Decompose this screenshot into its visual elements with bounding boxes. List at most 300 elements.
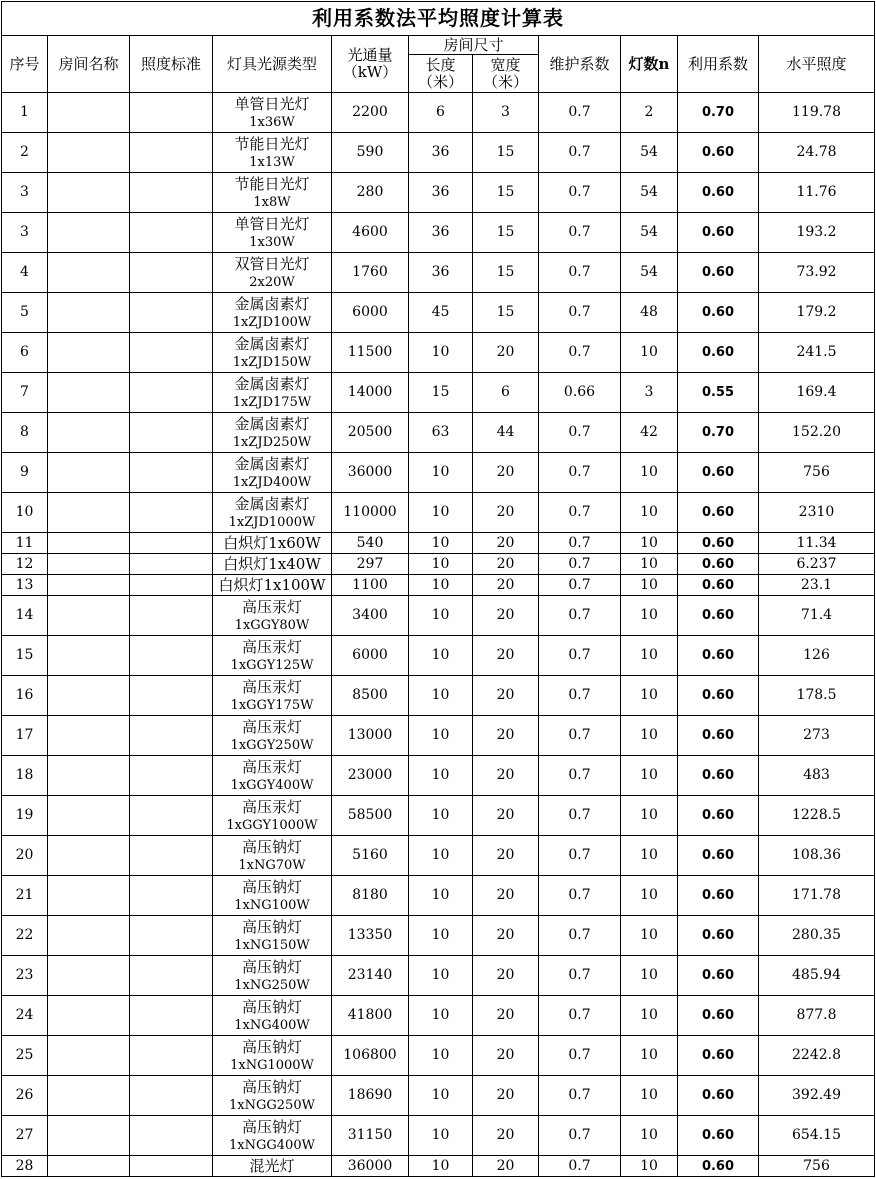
cell-flux[interactable]: 1760 (332, 253, 409, 293)
cell-maint[interactable]: 0.7 (539, 676, 621, 716)
cell-illum[interactable]: 756 (759, 1156, 875, 1177)
cell-util[interactable]: 0.60 (678, 876, 759, 916)
cell-lamp-type[interactable] (213, 253, 332, 293)
cell-width[interactable]: 20 (473, 575, 539, 596)
cell-illum[interactable]: 273 (759, 716, 875, 756)
cell-lamp-type[interactable] (213, 1156, 332, 1177)
cell-room-name[interactable] (48, 836, 130, 876)
cell-lamp-type[interactable] (213, 1036, 332, 1076)
sheet-title[interactable]: 利用系数法平均照度计算表 (2, 2, 875, 36)
cell-flux[interactable]: 41800 (332, 996, 409, 1036)
cell-seq[interactable]: 10 (2, 493, 48, 533)
cell-room-name[interactable] (48, 916, 130, 956)
cell-room-name[interactable] (48, 554, 130, 575)
cell-width[interactable]: 20 (473, 636, 539, 676)
cell-length[interactable]: 10 (409, 1036, 473, 1076)
cell-illum-std[interactable] (130, 413, 213, 453)
cell-count[interactable]: 10 (621, 796, 678, 836)
cell-count[interactable]: 10 (621, 716, 678, 756)
cell-lamp-type[interactable] (213, 173, 332, 213)
cell-lamp-type[interactable] (213, 1076, 332, 1116)
header-length[interactable] (409, 55, 473, 93)
cell-illum-std[interactable] (130, 876, 213, 916)
cell-util[interactable]: 0.60 (678, 293, 759, 333)
cell-seq[interactable]: 13 (2, 575, 48, 596)
cell-count[interactable]: 10 (621, 836, 678, 876)
cell-illum-std[interactable] (130, 756, 213, 796)
cell-room-name[interactable] (48, 956, 130, 996)
cell-illum-std[interactable] (130, 836, 213, 876)
cell-lamp-type[interactable] (213, 413, 332, 453)
cell-length[interactable]: 10 (409, 1076, 473, 1116)
cell-room-name[interactable] (48, 996, 130, 1036)
cell-lamp-type[interactable] (213, 836, 332, 876)
cell-room-name[interactable] (48, 1076, 130, 1116)
cell-length[interactable]: 10 (409, 796, 473, 836)
cell-flux[interactable]: 297 (332, 554, 409, 575)
cell-illum[interactable]: 23.1 (759, 575, 875, 596)
cell-util[interactable]: 0.60 (678, 756, 759, 796)
cell-room-name[interactable] (48, 93, 130, 133)
cell-illum[interactable]: 108.36 (759, 836, 875, 876)
cell-seq[interactable]: 5 (2, 293, 48, 333)
cell-illum-std[interactable] (130, 173, 213, 213)
cell-room-name[interactable] (48, 133, 130, 173)
cell-seq[interactable]: 6 (2, 333, 48, 373)
cell-width[interactable]: 20 (473, 333, 539, 373)
cell-room-name[interactable] (48, 533, 130, 554)
cell-flux[interactable]: 18690 (332, 1076, 409, 1116)
cell-maint[interactable]: 0.7 (539, 575, 621, 596)
cell-flux[interactable]: 13000 (332, 716, 409, 756)
cell-room-name[interactable] (48, 796, 130, 836)
cell-count[interactable]: 2 (621, 93, 678, 133)
cell-length[interactable]: 10 (409, 836, 473, 876)
cell-illum[interactable]: 483 (759, 756, 875, 796)
cell-lamp-type[interactable] (213, 596, 332, 636)
cell-lamp-type[interactable] (213, 333, 332, 373)
cell-width[interactable]: 20 (473, 596, 539, 636)
cell-length[interactable]: 63 (409, 413, 473, 453)
cell-lamp-type[interactable] (213, 213, 332, 253)
cell-illum[interactable]: 126 (759, 636, 875, 676)
cell-width[interactable]: 3 (473, 93, 539, 133)
cell-lamp-type[interactable] (213, 575, 332, 596)
cell-room-name[interactable] (48, 293, 130, 333)
cell-seq[interactable]: 3 (2, 173, 48, 213)
cell-width[interactable]: 15 (473, 133, 539, 173)
cell-width[interactable]: 20 (473, 1036, 539, 1076)
cell-util[interactable]: 0.60 (678, 1156, 759, 1177)
cell-maint[interactable]: 0.7 (539, 133, 621, 173)
cell-illum[interactable]: 73.92 (759, 253, 875, 293)
cell-seq[interactable]: 4 (2, 253, 48, 293)
cell-length[interactable]: 10 (409, 1116, 473, 1156)
cell-length[interactable]: 10 (409, 333, 473, 373)
header-lamp-type[interactable]: 灯具光源类型 (213, 36, 332, 93)
cell-length[interactable]: 10 (409, 716, 473, 756)
cell-flux[interactable]: 36000 (332, 1156, 409, 1177)
cell-flux[interactable]: 4600 (332, 213, 409, 253)
cell-count[interactable]: 10 (621, 1076, 678, 1116)
cell-flux[interactable]: 36000 (332, 453, 409, 493)
cell-illum[interactable]: 193.2 (759, 213, 875, 253)
cell-seq[interactable]: 3 (2, 213, 48, 253)
cell-illum[interactable]: 24.78 (759, 133, 875, 173)
cell-maint[interactable]: 0.7 (539, 93, 621, 133)
cell-length[interactable]: 10 (409, 575, 473, 596)
cell-room-name[interactable] (48, 1036, 130, 1076)
header-room-size[interactable]: 房间尺寸 (409, 36, 539, 55)
cell-flux[interactable]: 540 (332, 533, 409, 554)
cell-seq[interactable]: 26 (2, 1076, 48, 1116)
cell-seq[interactable]: 7 (2, 373, 48, 413)
cell-width[interactable]: 20 (473, 956, 539, 996)
cell-count[interactable]: 10 (621, 1156, 678, 1177)
cell-illum[interactable]: 241.5 (759, 333, 875, 373)
cell-room-name[interactable] (48, 1156, 130, 1177)
cell-flux[interactable]: 13350 (332, 916, 409, 956)
cell-lamp-type[interactable] (213, 876, 332, 916)
header-illum[interactable]: 水平照度 (759, 36, 875, 93)
cell-flux[interactable]: 20500 (332, 413, 409, 453)
cell-count[interactable]: 10 (621, 1036, 678, 1076)
header-util[interactable]: 利用系数 (678, 36, 759, 93)
cell-width[interactable]: 20 (473, 676, 539, 716)
cell-util[interactable]: 0.60 (678, 333, 759, 373)
cell-illum[interactable]: 2242.8 (759, 1036, 875, 1076)
cell-illum[interactable]: 280.35 (759, 916, 875, 956)
cell-room-name[interactable] (48, 253, 130, 293)
cell-count[interactable]: 54 (621, 213, 678, 253)
cell-illum-std[interactable] (130, 493, 213, 533)
cell-width[interactable]: 20 (473, 1076, 539, 1116)
cell-seq[interactable]: 9 (2, 453, 48, 493)
cell-width[interactable]: 6 (473, 373, 539, 413)
cell-seq[interactable]: 24 (2, 996, 48, 1036)
cell-flux[interactable]: 14000 (332, 373, 409, 413)
cell-length[interactable]: 10 (409, 876, 473, 916)
cell-count[interactable]: 10 (621, 956, 678, 996)
cell-flux[interactable]: 11500 (332, 333, 409, 373)
cell-length[interactable]: 10 (409, 596, 473, 636)
cell-maint[interactable]: 0.7 (539, 293, 621, 333)
cell-flux[interactable]: 6000 (332, 293, 409, 333)
cell-width[interactable]: 44 (473, 413, 539, 453)
cell-count[interactable]: 3 (621, 373, 678, 413)
cell-flux[interactable]: 5160 (332, 836, 409, 876)
cell-maint[interactable]: 0.7 (539, 716, 621, 756)
cell-seq[interactable]: 21 (2, 876, 48, 916)
cell-width[interactable]: 20 (473, 453, 539, 493)
cell-lamp-type[interactable] (213, 716, 332, 756)
cell-maint[interactable]: 0.7 (539, 636, 621, 676)
cell-lamp-type[interactable] (213, 133, 332, 173)
cell-util[interactable]: 0.70 (678, 413, 759, 453)
cell-room-name[interactable] (48, 676, 130, 716)
cell-illum-std[interactable] (130, 133, 213, 173)
cell-illum[interactable]: 178.5 (759, 676, 875, 716)
cell-util[interactable]: 0.60 (678, 213, 759, 253)
header-count[interactable]: 灯数n (621, 36, 678, 93)
header-seq[interactable]: 序号 (2, 36, 48, 93)
cell-room-name[interactable] (48, 213, 130, 253)
cell-width[interactable]: 20 (473, 554, 539, 575)
cell-count[interactable]: 54 (621, 133, 678, 173)
cell-maint[interactable]: 0.7 (539, 796, 621, 836)
cell-width[interactable]: 15 (473, 173, 539, 213)
cell-maint[interactable]: 0.7 (539, 1036, 621, 1076)
cell-util[interactable]: 0.60 (678, 676, 759, 716)
cell-illum[interactable]: 11.34 (759, 533, 875, 554)
cell-room-name[interactable] (48, 636, 130, 676)
cell-maint[interactable]: 0.7 (539, 916, 621, 956)
cell-length[interactable]: 36 (409, 213, 473, 253)
cell-illum-std[interactable] (130, 636, 213, 676)
cell-util[interactable]: 0.60 (678, 575, 759, 596)
cell-room-name[interactable] (48, 173, 130, 213)
cell-length[interactable]: 6 (409, 93, 473, 133)
cell-flux[interactable]: 8180 (332, 876, 409, 916)
cell-illum[interactable]: 6.237 (759, 554, 875, 575)
cell-util[interactable]: 0.55 (678, 373, 759, 413)
cell-width[interactable]: 15 (473, 213, 539, 253)
cell-room-name[interactable] (48, 596, 130, 636)
cell-seq[interactable]: 15 (2, 636, 48, 676)
cell-util[interactable]: 0.60 (678, 173, 759, 213)
cell-flux[interactable]: 23000 (332, 756, 409, 796)
cell-maint[interactable]: 0.7 (539, 333, 621, 373)
cell-length[interactable]: 10 (409, 756, 473, 796)
cell-length[interactable]: 10 (409, 676, 473, 716)
cell-room-name[interactable] (48, 413, 130, 453)
cell-count[interactable]: 10 (621, 493, 678, 533)
cell-seq[interactable]: 25 (2, 1036, 48, 1076)
cell-util[interactable]: 0.60 (678, 596, 759, 636)
cell-illum[interactable]: 11.76 (759, 173, 875, 213)
cell-maint[interactable]: 0.7 (539, 253, 621, 293)
cell-seq[interactable]: 14 (2, 596, 48, 636)
cell-room-name[interactable] (48, 453, 130, 493)
cell-maint[interactable]: 0.7 (539, 836, 621, 876)
cell-flux[interactable]: 23140 (332, 956, 409, 996)
cell-maint[interactable]: 0.7 (539, 1116, 621, 1156)
cell-width[interactable]: 20 (473, 876, 539, 916)
cell-count[interactable]: 10 (621, 333, 678, 373)
cell-util[interactable]: 0.60 (678, 956, 759, 996)
cell-illum[interactable]: 392.49 (759, 1076, 875, 1116)
cell-room-name[interactable] (48, 716, 130, 756)
cell-maint[interactable]: 0.7 (539, 1076, 621, 1116)
cell-width[interactable]: 20 (473, 533, 539, 554)
cell-maint[interactable]: 0.7 (539, 554, 621, 575)
cell-room-name[interactable] (48, 373, 130, 413)
header-width[interactable] (473, 55, 539, 93)
cell-maint[interactable]: 0.7 (539, 956, 621, 996)
cell-maint[interactable]: 0.7 (539, 756, 621, 796)
cell-room-name[interactable] (48, 1116, 130, 1156)
cell-util[interactable]: 0.60 (678, 493, 759, 533)
cell-flux[interactable]: 58500 (332, 796, 409, 836)
cell-flux[interactable]: 3400 (332, 596, 409, 636)
cell-flux[interactable]: 1100 (332, 575, 409, 596)
cell-util[interactable]: 0.60 (678, 1036, 759, 1076)
header-maint[interactable]: 维护系数 (539, 36, 621, 93)
cell-count[interactable]: 10 (621, 575, 678, 596)
cell-length[interactable]: 10 (409, 453, 473, 493)
cell-illum-std[interactable] (130, 554, 213, 575)
cell-lamp-type[interactable] (213, 676, 332, 716)
cell-length[interactable]: 10 (409, 996, 473, 1036)
cell-length[interactable]: 10 (409, 636, 473, 676)
cell-illum-std[interactable] (130, 253, 213, 293)
cell-lamp-type[interactable] (213, 493, 332, 533)
cell-maint[interactable]: 0.7 (539, 996, 621, 1036)
cell-illum[interactable]: 152.20 (759, 413, 875, 453)
cell-width[interactable]: 15 (473, 253, 539, 293)
cell-flux[interactable]: 6000 (332, 636, 409, 676)
cell-util[interactable]: 0.60 (678, 453, 759, 493)
cell-illum-std[interactable] (130, 796, 213, 836)
cell-flux[interactable]: 590 (332, 133, 409, 173)
cell-illum-std[interactable] (130, 596, 213, 636)
cell-illum[interactable]: 171.78 (759, 876, 875, 916)
cell-count[interactable]: 48 (621, 293, 678, 333)
cell-util[interactable]: 0.60 (678, 716, 759, 756)
cell-illum-std[interactable] (130, 956, 213, 996)
cell-count[interactable]: 10 (621, 554, 678, 575)
cell-lamp-type[interactable] (213, 293, 332, 333)
cell-width[interactable]: 20 (473, 1116, 539, 1156)
cell-count[interactable]: 10 (621, 876, 678, 916)
cell-lamp-type[interactable] (213, 996, 332, 1036)
cell-illum-std[interactable] (130, 575, 213, 596)
cell-illum-std[interactable] (130, 1076, 213, 1116)
cell-illum-std[interactable] (130, 293, 213, 333)
cell-illum-std[interactable] (130, 1036, 213, 1076)
cell-lamp-type[interactable] (213, 1116, 332, 1156)
cell-room-name[interactable] (48, 575, 130, 596)
cell-seq[interactable]: 22 (2, 916, 48, 956)
cell-illum-std[interactable] (130, 1156, 213, 1177)
cell-maint[interactable]: 0.7 (539, 173, 621, 213)
cell-width[interactable]: 20 (473, 796, 539, 836)
cell-illum-std[interactable] (130, 213, 213, 253)
cell-illum[interactable]: 756 (759, 453, 875, 493)
cell-illum[interactable]: 654.15 (759, 1116, 875, 1156)
cell-flux[interactable]: 280 (332, 173, 409, 213)
cell-util[interactable]: 0.60 (678, 796, 759, 836)
cell-length[interactable]: 10 (409, 1156, 473, 1177)
cell-seq[interactable]: 16 (2, 676, 48, 716)
cell-maint[interactable]: 0.7 (539, 533, 621, 554)
cell-room-name[interactable] (48, 493, 130, 533)
cell-maint[interactable]: 0.7 (539, 596, 621, 636)
cell-count[interactable]: 10 (621, 453, 678, 493)
cell-illum-std[interactable] (130, 676, 213, 716)
cell-maint[interactable]: 0.7 (539, 413, 621, 453)
cell-util[interactable]: 0.60 (678, 916, 759, 956)
cell-length[interactable]: 10 (409, 916, 473, 956)
cell-lamp-type[interactable] (213, 554, 332, 575)
cell-seq[interactable]: 19 (2, 796, 48, 836)
cell-lamp-type[interactable] (213, 956, 332, 996)
cell-count[interactable]: 42 (621, 413, 678, 453)
cell-count[interactable]: 54 (621, 173, 678, 213)
cell-count[interactable]: 10 (621, 916, 678, 956)
cell-flux[interactable]: 8500 (332, 676, 409, 716)
cell-length[interactable]: 15 (409, 373, 473, 413)
cell-illum[interactable]: 119.78 (759, 93, 875, 133)
cell-length[interactable]: 36 (409, 253, 473, 293)
cell-flux[interactable]: 31150 (332, 1116, 409, 1156)
cell-illum[interactable]: 485.94 (759, 956, 875, 996)
cell-illum-std[interactable] (130, 373, 213, 413)
cell-util[interactable]: 0.60 (678, 636, 759, 676)
cell-seq[interactable]: 23 (2, 956, 48, 996)
cell-width[interactable]: 20 (473, 836, 539, 876)
cell-illum[interactable]: 877.8 (759, 996, 875, 1036)
cell-illum-std[interactable] (130, 1116, 213, 1156)
cell-maint[interactable]: 0.7 (539, 453, 621, 493)
cell-util[interactable]: 0.60 (678, 836, 759, 876)
cell-seq[interactable]: 1 (2, 93, 48, 133)
cell-maint[interactable]: 0.7 (539, 213, 621, 253)
cell-seq[interactable]: 20 (2, 836, 48, 876)
cell-seq[interactable]: 17 (2, 716, 48, 756)
cell-width[interactable]: 20 (473, 996, 539, 1036)
cell-maint[interactable]: 0.7 (539, 1156, 621, 1177)
cell-lamp-type[interactable] (213, 373, 332, 413)
cell-util[interactable]: 0.60 (678, 1076, 759, 1116)
cell-illum-std[interactable] (130, 996, 213, 1036)
cell-util[interactable]: 0.60 (678, 554, 759, 575)
cell-illum[interactable]: 2310 (759, 493, 875, 533)
cell-count[interactable]: 54 (621, 253, 678, 293)
cell-illum-std[interactable] (130, 453, 213, 493)
cell-width[interactable]: 20 (473, 1156, 539, 1177)
cell-lamp-type[interactable] (213, 453, 332, 493)
cell-util[interactable]: 0.60 (678, 1116, 759, 1156)
cell-count[interactable]: 10 (621, 756, 678, 796)
cell-maint[interactable]: 0.7 (539, 493, 621, 533)
cell-lamp-type[interactable] (213, 756, 332, 796)
cell-flux[interactable]: 2200 (332, 93, 409, 133)
cell-seq[interactable]: 28 (2, 1156, 48, 1177)
cell-count[interactable]: 10 (621, 676, 678, 716)
cell-length[interactable]: 36 (409, 173, 473, 213)
cell-seq[interactable]: 18 (2, 756, 48, 796)
cell-util[interactable]: 0.60 (678, 253, 759, 293)
cell-length[interactable]: 10 (409, 956, 473, 996)
cell-illum[interactable]: 1228.5 (759, 796, 875, 836)
cell-util[interactable]: 0.60 (678, 533, 759, 554)
cell-length[interactable]: 36 (409, 133, 473, 173)
header-room-name[interactable]: 房间名称 (48, 36, 130, 93)
cell-seq[interactable]: 27 (2, 1116, 48, 1156)
cell-count[interactable]: 10 (621, 596, 678, 636)
cell-illum[interactable]: 169.4 (759, 373, 875, 413)
cell-width[interactable]: 20 (473, 493, 539, 533)
header-flux[interactable] (332, 36, 409, 93)
cell-illum[interactable]: 71.4 (759, 596, 875, 636)
cell-count[interactable]: 10 (621, 996, 678, 1036)
cell-illum-std[interactable] (130, 333, 213, 373)
cell-seq[interactable]: 11 (2, 533, 48, 554)
cell-lamp-type[interactable] (213, 796, 332, 836)
cell-seq[interactable]: 12 (2, 554, 48, 575)
cell-count[interactable]: 10 (621, 636, 678, 676)
